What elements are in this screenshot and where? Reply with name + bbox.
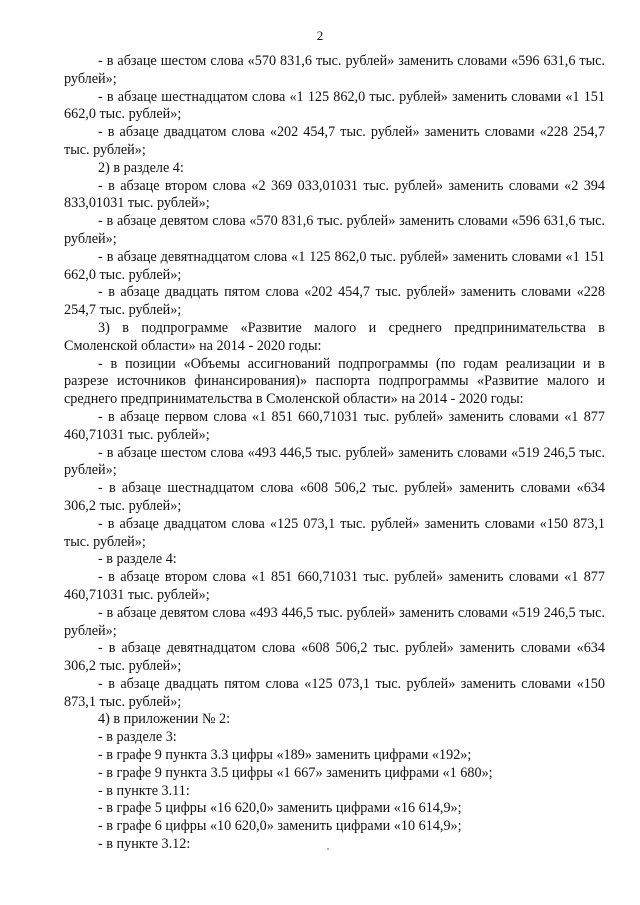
paragraph: - в абзаце шестнадцатом слова «1 125 862,0 тыс. рублей» заменить словами «1 151 662,0 тыс. рублей»; — [64, 88, 605, 123]
section-heading: 4) в приложении № 2: — [98, 711, 231, 728]
list-item: - в пункте 3.12: — [98, 836, 191, 853]
paragraph: - в абзаце девятом слова «493 446,5 тыс. рублей» заменить словами «519 246,5 тыс. рублей»; — [64, 604, 605, 639]
section-heading: 2) в разделе 4: — [98, 159, 184, 176]
section-heading: - в разделе 4: — [98, 551, 177, 568]
paragraph: - в абзаце двадцать пятом слова «202 454,7 тыс. рублей» заменить словами «228 254,7 тыс. рублей»; — [64, 284, 605, 319]
list-item: - в графе 5 цифры «16 620,0» заменить цифрами «16 614,9»; — [98, 800, 462, 817]
list-item: - в разделе 3: — [98, 729, 177, 746]
section-heading: 3) в подпрограмме «Развитие малого и среднего предпринимательства в Смоленской области» на 2014 - 2020 годы: — [64, 319, 605, 354]
paragraph: - в абзаце втором слова «1 851 660,71031 тыс. рублей» заменить словами «1 877 460,71031 тыс. рублей»; — [64, 569, 605, 603]
list-item: - в графе 9 пункта 3.3 цифры «189» заменить цифрами «192»; — [98, 747, 472, 764]
page-number: 2 — [316, 28, 324, 43]
paragraph: - в абзаце девятнадцатом слова «608 506,2 тыс. рублей» заменить словами «634 306,2 тыс. рублей»; — [64, 640, 605, 675]
paragraph: - в абзаце двадцать пятом слова «125 073,1 тыс. рублей» заменить словами «150 873,1 тыс. рублей»; — [64, 675, 605, 710]
list-item: - в графе 9 пункта 3.5 цифры «1 667» заменить цифрами «1 680»; — [98, 764, 493, 781]
paragraph: - в абзаце втором слова «2 369 033,01031 тыс. рублей» заменить словами «2 394 833,01031 тыс. рублей»; — [64, 177, 605, 212]
paragraph: - в абзаце двадцатом слова «125 073,1 тыс. рублей» заменить словами «150 873,1 тыс. рублей»; — [64, 515, 605, 550]
paragraph: - в позиции «Объемы ассигнований подпрограммы (по годам реализации и в разрезе источников финансирования)» паспорта подпрограммы «Развитие малого и среднего предпринимательства в Смоленской области» на 2014 - 2020 годы: — [64, 355, 605, 408]
paragraph: - в абзаце шестом слова «493 446,5 тыс. рублей» заменить словами «519 246,5 тыс. рублей»; — [64, 444, 605, 479]
paragraph: - в абзаце первом слова «1 851 660,71031 тыс. рублей» заменить словами «1 877 460,71031 тыс. рублей»; — [64, 408, 605, 443]
list-item: - в пункте 3.11: — [98, 782, 190, 799]
paragraph: - в абзаце двадцатом слова «202 454,7 тыс. рублей» заменить словами «228 254,7 тыс. рублей»; — [64, 124, 605, 158]
paragraph: - в абзаце девятом слова «570 831,6 тыс. рублей» заменить словами «596 631,6 тыс. рублей»; — [64, 213, 605, 247]
scan-speck — [327, 848, 329, 850]
document-body — [64, 53, 605, 854]
paragraph: - в абзаце шестом слова «570 831,6 тыс. рублей» заменить словами «596 631,6 тыс. рублей»; — [64, 53, 605, 87]
list-item: - в графе 6 цифры «10 620,0» заменить цифрами «10 614,9»; — [98, 818, 462, 835]
paragraph: - в абзаце девятнадцатом слова «1 125 862,0 тыс. рублей» заменить словами «1 151 662,0 тыс. рублей»; — [64, 248, 605, 283]
paragraph: - в абзаце шестнадцатом слова «608 506,2 тыс. рублей» заменить словами «634 306,2 тыс. рублей»; — [64, 480, 605, 514]
